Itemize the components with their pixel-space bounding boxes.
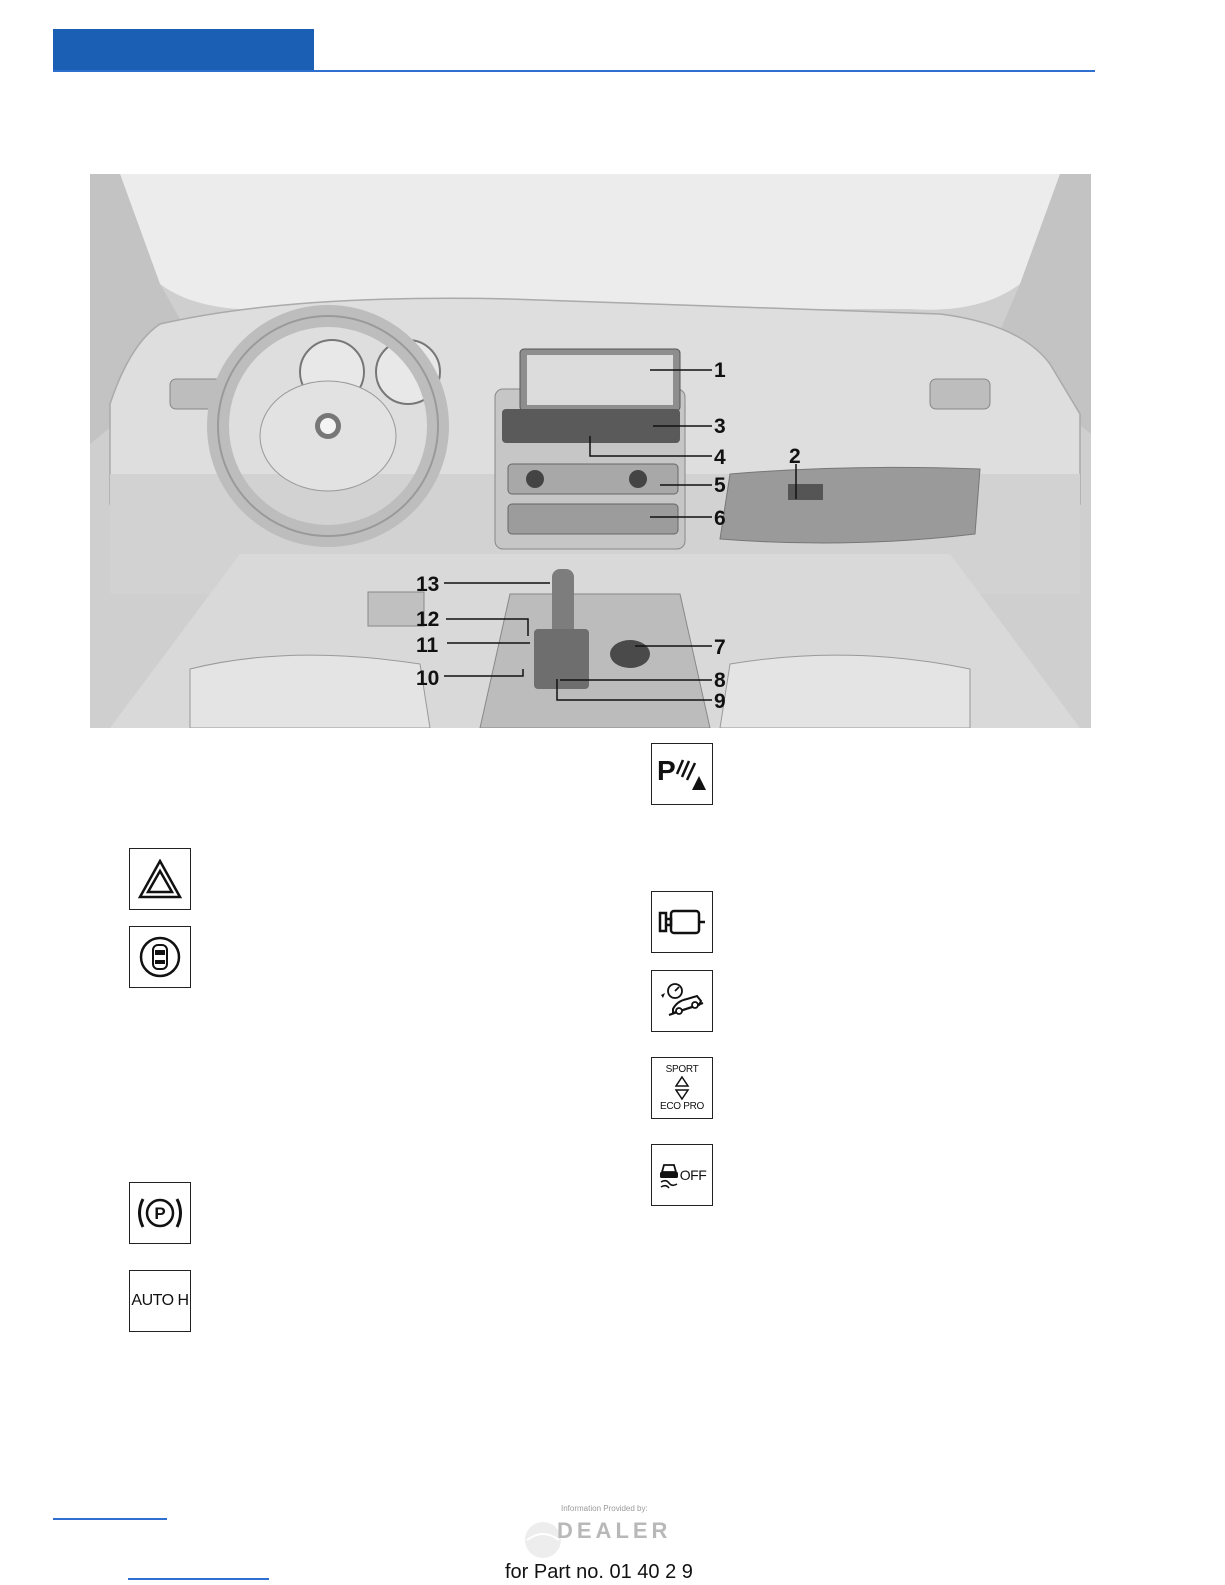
callout-label: 3 <box>714 415 726 438</box>
hill-descent-control-icon <box>651 970 713 1032</box>
callout-label: 4 <box>714 446 726 469</box>
svg-text:P: P <box>154 1204 166 1223</box>
callout-label: 13 <box>416 573 440 596</box>
up-down-arrows-icon <box>674 1075 690 1101</box>
footer-rule <box>53 1518 167 1520</box>
parking-brake-icon <box>129 1182 191 1244</box>
watermark-logo: DEALER <box>557 1518 672 1543</box>
skidding-car-icon <box>658 1160 680 1190</box>
callout-label: 6 <box>714 507 726 530</box>
mode-eco-pro-label: ECO PRO <box>659 1101 705 1112</box>
header-rule <box>53 70 1095 72</box>
callout-label: 7 <box>714 636 726 659</box>
watermark-caption: Information Provided by: <box>561 1504 648 1513</box>
footer-link-rule <box>128 1578 269 1580</box>
callout-label: 1 <box>714 359 726 382</box>
svg-text:P: P <box>657 755 676 786</box>
central-locking-icon <box>129 926 191 988</box>
callout-label: 2 <box>789 445 801 468</box>
driving-mode-icon <box>651 1057 713 1119</box>
callout-label: 5 <box>714 474 726 497</box>
mode-sport-label: SPORT <box>665 1064 699 1075</box>
dsc-off-icon <box>651 1144 713 1206</box>
part-number-text: for Part no. 01 40 2 9 <box>505 1561 693 1583</box>
callout-label: 10 <box>416 667 440 690</box>
hazard-warning-icon <box>129 848 191 910</box>
cockpit-drawing <box>90 174 1091 728</box>
dsc-off-label: OFF <box>679 1167 707 1183</box>
park-distance-control-icon <box>651 743 713 805</box>
header-tab <box>53 29 314 71</box>
callout-label: 12 <box>416 608 440 631</box>
callout-label: 11 <box>416 634 439 657</box>
camera-icon <box>651 891 713 953</box>
auto-hold-icon <box>129 1270 191 1332</box>
callout-label: 8 <box>714 669 726 692</box>
auto-hold-label: AUTO H <box>131 1292 189 1309</box>
cockpit-illustration <box>90 174 1091 728</box>
callout-label: 9 <box>714 690 726 713</box>
